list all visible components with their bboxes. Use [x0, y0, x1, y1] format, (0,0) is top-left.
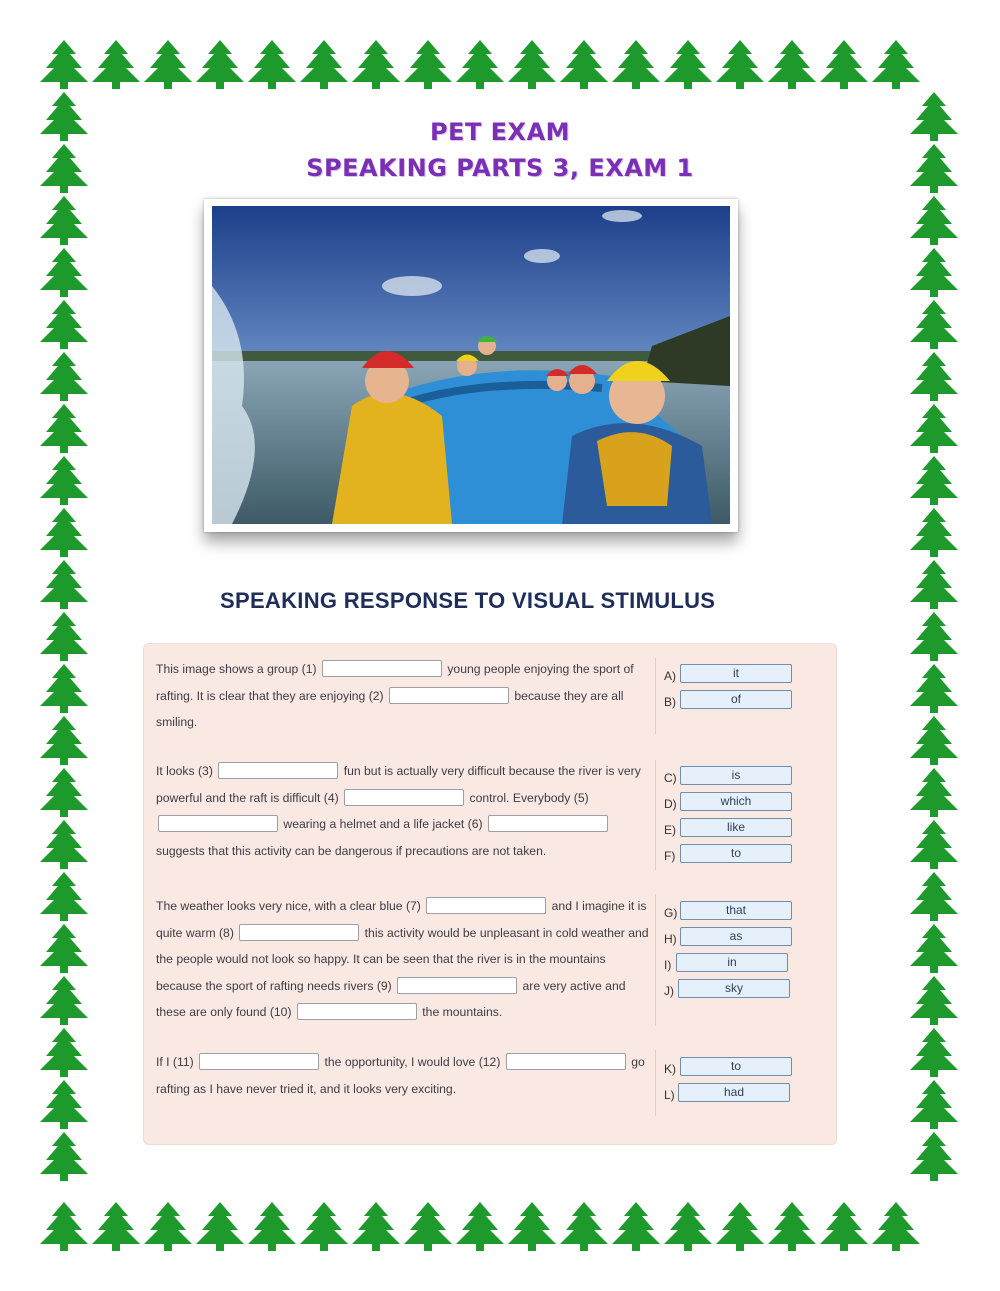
tree-icon [38, 1130, 90, 1182]
tree-icon [90, 1200, 142, 1252]
paragraph-text: the mountains. [422, 1005, 503, 1019]
paragraph-text: control. Everybody (5) [469, 790, 589, 805]
paragraph-text: fun but is actually very difficult because the river is very powerful and the raft is difficult (4) [156, 764, 641, 805]
option-word[interactable]: that [680, 901, 792, 920]
option-word[interactable]: sky [678, 979, 790, 998]
paragraph-text: go rafting as I have never tried it, and it looks very exciting. [156, 1055, 645, 1096]
answer-blank-1[interactable] [322, 660, 442, 677]
tree-icon [38, 402, 90, 454]
section-title: SPEAKING RESPONSE TO VISUAL STIMULUS [220, 588, 716, 613]
tree-icon [38, 38, 90, 90]
answer-blank-9[interactable] [397, 977, 517, 994]
tree-icon [714, 38, 766, 90]
tree-icon [558, 1200, 610, 1252]
paragraph-1 [156, 656, 651, 736]
tree-icon [402, 1200, 454, 1252]
option-letter: E) [664, 823, 676, 837]
option-letter: C) [664, 771, 677, 785]
tree-icon [766, 1200, 818, 1252]
paragraph-text: It looks (3) [156, 764, 213, 778]
tree-icon [908, 610, 960, 662]
tree-icon [558, 38, 610, 90]
answer-blank-2[interactable] [389, 687, 509, 704]
tree-icon [38, 922, 90, 974]
answer-blank-8[interactable] [239, 924, 359, 941]
tree-icon [38, 246, 90, 298]
tree-icon [908, 922, 960, 974]
tree-icon [298, 1200, 350, 1252]
tree-icon [38, 766, 90, 818]
paragraph-3 [156, 893, 651, 1026]
rafting-photo-icon [212, 206, 730, 524]
tree-icon [870, 1200, 922, 1252]
tree-icon [818, 38, 870, 90]
option-letter: J) [664, 984, 674, 998]
tree-icon [90, 38, 142, 90]
option-letter: K) [664, 1062, 676, 1076]
option-word[interactable]: like [680, 818, 792, 837]
tree-icon [38, 1026, 90, 1078]
answer-blank-7[interactable] [426, 897, 546, 914]
tree-icon [38, 454, 90, 506]
tree-icon [350, 38, 402, 90]
tree-icon [38, 558, 90, 610]
tree-icon [350, 1200, 402, 1252]
answer-blank-6[interactable] [488, 815, 608, 832]
tree-icon [38, 194, 90, 246]
option-word[interactable]: in [676, 953, 788, 972]
tree-icon [908, 1130, 960, 1182]
tree-icon [38, 974, 90, 1026]
paragraph-text: and I imagine it is quite warm (8) [156, 899, 647, 940]
divider [655, 658, 656, 734]
tree-icon [908, 194, 960, 246]
paragraph-2 [156, 758, 651, 864]
exercise-panel [143, 643, 837, 1145]
paragraph-text: This image shows a group (1) [156, 662, 317, 676]
tree-icon [506, 1200, 558, 1252]
tree-icon [908, 1026, 960, 1078]
tree-icon [714, 1200, 766, 1252]
option-letter: I) [664, 958, 672, 972]
divider [655, 760, 656, 870]
tree-icon [662, 38, 714, 90]
option-word[interactable]: as [680, 927, 792, 946]
tree-icon [506, 38, 558, 90]
tree-icon [908, 870, 960, 922]
tree-icon [908, 766, 960, 818]
paragraph-text: are very active and these are only found (10) [156, 978, 626, 1019]
paragraph-text: If I (11) [156, 1055, 194, 1069]
tree-icon [662, 1200, 714, 1252]
tree-icon [908, 714, 960, 766]
tree-icon [38, 610, 90, 662]
tree-icon [38, 298, 90, 350]
answer-blank-3[interactable] [218, 762, 338, 779]
tree-icon [142, 38, 194, 90]
tree-icon [908, 558, 960, 610]
tree-icon [246, 38, 298, 90]
tree-icon [194, 1200, 246, 1252]
tree-icon [908, 402, 960, 454]
tree-icon [454, 1200, 506, 1252]
tree-icon [908, 246, 960, 298]
paragraph-text: wearing a helmet and a life jacket (6) [283, 817, 483, 831]
tree-icon [870, 38, 922, 90]
tree-icon [908, 506, 960, 558]
divider [655, 894, 656, 1026]
tree-icon [38, 1200, 90, 1252]
option-word[interactable]: is [680, 766, 792, 785]
tree-icon [766, 38, 818, 90]
option-letter: D) [664, 797, 677, 811]
answer-blank-5[interactable] [158, 815, 278, 832]
page-title: PET EXAM [429, 118, 571, 146]
option-letter: A) [664, 669, 676, 683]
paragraph-text: suggests that this activity can be dangerous if precautions are not taken. [156, 843, 547, 858]
tree-icon [908, 662, 960, 714]
tree-icon [908, 350, 960, 402]
option-letter: L) [664, 1088, 675, 1102]
tree-icon [38, 662, 90, 714]
tree-icon [38, 818, 90, 870]
option-letter: B) [664, 695, 676, 709]
tree-icon [38, 714, 90, 766]
option-word[interactable]: had [678, 1083, 790, 1102]
paragraph-text: the opportunity, I would love (12) [324, 1055, 501, 1069]
answer-blank-12[interactable] [506, 1053, 626, 1070]
option-letter: F) [664, 849, 676, 863]
tree-icon [402, 38, 454, 90]
paragraph-4 [156, 1049, 651, 1102]
answer-blank-4[interactable] [344, 789, 464, 806]
tree-icon [908, 818, 960, 870]
tree-icon [38, 350, 90, 402]
option-word[interactable]: it [680, 664, 792, 683]
tree-icon [908, 454, 960, 506]
tree-icon [142, 1200, 194, 1252]
tree-icon [908, 1078, 960, 1130]
tree-icon [38, 870, 90, 922]
tree-icon [298, 38, 350, 90]
tree-icon [454, 38, 506, 90]
option-word[interactable]: to [680, 844, 792, 863]
tree-icon [38, 506, 90, 558]
paragraph-text: because they are all smiling. [156, 688, 624, 729]
option-letter: G) [664, 906, 678, 920]
option-word[interactable]: of [680, 690, 792, 709]
option-word[interactable]: to [680, 1057, 792, 1076]
tree-icon [610, 38, 662, 90]
paragraph-text: The weather looks very nice, with a clear blue (7) [156, 899, 421, 913]
divider [655, 1050, 656, 1116]
tree-icon [610, 1200, 662, 1252]
tree-icon [908, 974, 960, 1026]
answer-blank-10[interactable] [297, 1003, 417, 1020]
paragraph-text: young people enjoying the sport of rafting. It is clear that they are enjoying (2) [156, 662, 634, 703]
tree-icon [818, 1200, 870, 1252]
tree-icon [246, 1200, 298, 1252]
tree-icon [908, 298, 960, 350]
tree-icon [194, 38, 246, 90]
tree-icon [38, 1078, 90, 1130]
page-subtitle: SPEAKING PARTS 3, EXAM 1 [306, 154, 694, 182]
option-word[interactable]: which [680, 792, 792, 811]
answer-blank-11[interactable] [199, 1053, 319, 1070]
paragraph-text: this activity would be unpleasant in cold weather and the people would not look so happy. It can be seen that the river is in the mountains because the sport of rafting needs rivers (9) [156, 925, 649, 993]
rafting-photo-frame [204, 199, 738, 532]
option-letter: H) [664, 932, 677, 946]
